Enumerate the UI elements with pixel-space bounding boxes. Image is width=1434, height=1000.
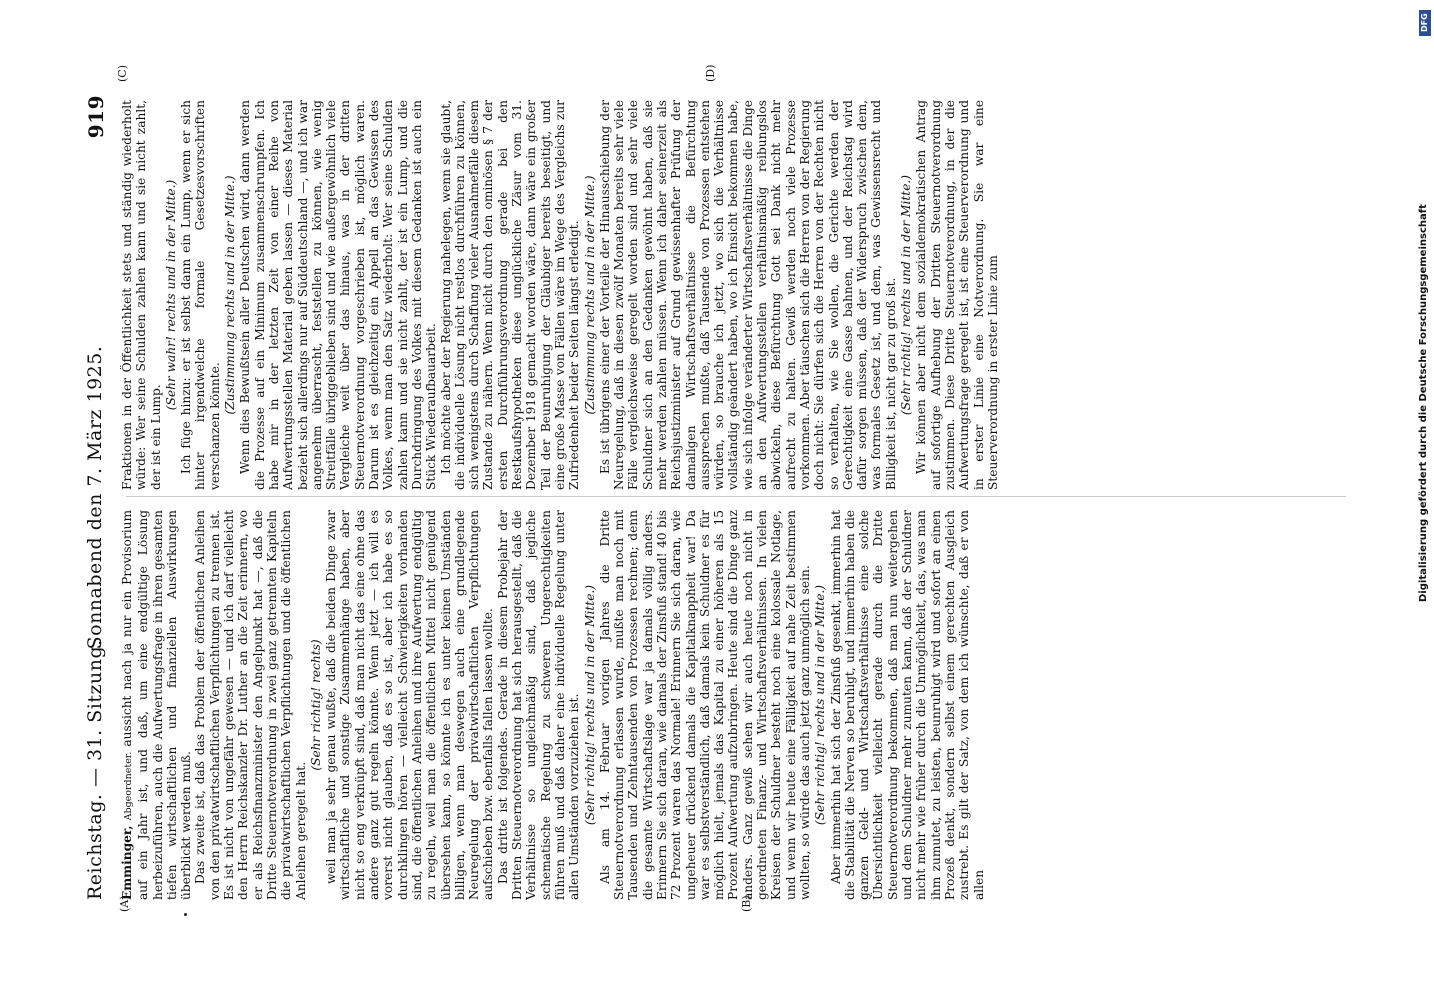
paragraph: Wir können aber nicht dem sozialdemokratischen Antrag auf sofortige Aufhebung der Dritten Steuernotverordnung zustimmen. Diese Dritte Steuernotverordnung, in der die Aufwertungsfrage geregelt ist, ist eine Steuerverordnung und in erster Linie eine Notverordnung. Sie war eine Steuerverordnung in erster Linie zum xyxy=(914,100,1000,490)
paragraph: Fraktionen in der Öffentlichkeit stets und ständig wiederholt würde: Wer seine Schulden zahlen kann und sie nicht zahlt, der ist ein Lump. xyxy=(120,100,163,490)
page-header xyxy=(84,95,114,900)
interjection: (Zustimmung rechts und in der Mitte.) xyxy=(223,175,238,415)
dfg-credit-strip xyxy=(1418,6,1432,996)
paragraph: Als am 14. Februar vorigen Jahres die Dritte Steuernotverordnung erlassen wurde, mußte man noch mit Tausenden und Zehntausenden von Prozessen rechnen; denn die gesamte Wirtschaftslage war ja damals völlig anders. Erinnern Sie sich daran, wie damals der Zinsfuß stand! 40 bis 72 Prozent waren das Normale! Erinnern Sie sich daran, wie ungeheuer drückend damals die Kapitalknappheit war! Da war es selbstverständlich, daß damals kein Schuldner es für möglich hielt, jemals das Kapital zu einer höheren als 15 Prozent Aufwertung aufzubringen. Heute sind die Dinge ganz anders. Ganz gewiß sehen wir auch heute noch nicht in geordneten Finanz- und Wirtschaftsverhältnissen. In vielen Kreisen der Schuldner besteht noch eine kolossale Notlage, und wenn wir heute eine Fälligkeit auf nahe Zeit bestimmen wollten, so würde das auch jetzt ganz unmöglich sein. xyxy=(597,510,812,900)
paragraph: Es ist übrigens einer der Vorteile der Hinausschiebung der Neuregelung, daß in diesen zwölf Monaten bereits sehr viele Fälle vergleichsweise geregelt worden sind und sehr viele Schuldner sich an den Gedanken gewöhnt haben, daß sie mehr werden zahlen müssen. Wenn ich daher seinerzeit als Reichsjustizminister auf Grund gewissenhafter Prüfung der damaligen Wirtschaftsverhältnisse die Befürchtung aussprechen mußte, daß Tausende von Prozessen entstehen würden, so brauche ich jetzt, wo sich die Verhältnisse vollständig geändert haben, wo ich Einsicht bekommen habe, wie sich infolge veränderter Wirtschaftsverhältnisse die Dinge an den Aufwertungsstellen verhältnismäßig reibungslos abwickeln, diese Befürchtung Gott sei Dank nicht mehr aufrecht zu halten. Gewiß werden noch viele Prozesse vorkommen. Aber täuschen sich die Herren von der Regierung doch nicht: Sie dürfen sich die Herren von der Rechten nicht so verhalten, wie Sie wollen, die Gerichte werden der Gerechtigkeit eine Gasse bahnen, und der Reichstag wird dafür sorgen müssen, daß der Widerspruch zwischen dem, was formales Gesetz ist, und dem, was Gewissensrecht und Billigkeit ist, nicht gar zu groß ist. xyxy=(597,100,898,490)
interjection: (Sehr richtig! rechts) xyxy=(308,639,323,771)
paragraph: Das zweite ist, daß das Problem der öffentlichen Anleihen von den privatwirtschaftlichen Verpflichtungen zu trennen ist. Es ist nicht von ungefähr gewesen — und ich darf vielleicht den Herrn Reichskanzler Dr. Luther an die Zeit erinnern, wo er als Reichsfinanzminister den Angelpunkt hat —, daß die Dritte Steuernotverordnung in zwei ganz getrennten Kapiteln die privatwirtschaftlichen Verpflichtungen und die öffentlichen Anleihen geregelt hat. xyxy=(193,510,308,900)
left-column xyxy=(120,510,1356,900)
interjection: (Sehr wahr! rechts und in der Mitte.) xyxy=(163,179,178,411)
paragraph: Das dritte ist folgendes. Gerade in diesem Probejahr der Dritten Steuernotverordnung hat sich herausgestellt, daß die Verhältnisse so ungleichmäßig sind, daß jegliche schematische Regelung zu schweren Ungerechtigkeiten führen muß und daß daher eine individuelle Regelung unter allen Umständen vorzuziehen ist. xyxy=(495,510,582,900)
header-session: Reichstag. — 31. Sitzung. xyxy=(84,639,106,900)
margin-mark-c: (C) xyxy=(116,65,129,82)
paragraph: Ich möchte aber der Regierung nahelegen, wenn sie glaubt, die individuelle Lösung nicht restlos durchführen zu können, sich wenigstens durch Schaffung vieler Ausnahmefälle diesem Zustande zu nähern. Wenn nicht durch den ominösen § 7 der ersten Durchführungsverordnung gerade bei den Restkaufshypotheken diese unglückliche Zäsur vom 31. Dezember 1918 gemacht worden wäre, dann wäre ein großer Teil der Beunruhigung der Gläubiger bereits beseitigt, und eine große Masse von Fällen wäre im Wege des Vergleichs zur Zufriedenheit beider Seiten längst erledigt. xyxy=(438,100,582,490)
paragraph: weil man ja sehr genau wußte, daß die beiden Dinge zwar wirtschaftliche und sonstige Zusammenhänge haben, aber nicht so eng verknüpft sind, daß man nicht das eine ohne das andere ganz gut regeln könnte. Wenn jetzt — ich will es vorerst nicht glauben, daß es so ist, aber ich habe es so durchklingen hören — vielleicht Schwierigkeiten vorhanden sind, die öffentlichen Anleihen und ihre Aufwertung endgültig zu regeln, weil man die öffentlichen Mittel nicht genügend übersehen kann, so könnte ich es unter keinen Umständen billigen, wenn man deswegen auch eine grundlegende Neuregelung der privatwirtschaftlichen Verpflichtungen aufschieben bzw. ebenfalls fallen lassen wollte. xyxy=(324,510,496,900)
interjection: (Sehr richtig! rechts und in der Mitte.) xyxy=(813,584,828,826)
margin-mark-b: (B) xyxy=(740,895,753,912)
column-divider xyxy=(126,496,1346,497)
paragraph: Wenn dies Bewußtsein aller Deutschen wird, dann werden die Prozesse auf ein Minimum zusammenschrumpfen. Ich habe mir in der letzten Zeit von einer Reihe von Aufwertungsstellen Material geben lassen — dieses Material bezieht sich allerdings nur auf Süddeutschland —, und ich war angenehm überrascht, feststellen zu können, wie wenig Streitfälle übriggeblieben sind und wie außergewöhnlich viele Vergleiche weit über das hinaus, was in der dritten Steuernotverordnung vorgeschrieben ist, möglich waren. Darum ist es gleichzeitig ein Appell an das Gewissen des Volkes, wenn man den Satz wiederholt: Wer seine Schulden zahlen kann und sie nicht zahlt, der ist ein Lump, und die Durchdringung des Volkes mit diesem Gedanken ist auch ein Stück Wiederaufbauarbeit. xyxy=(238,100,439,490)
header-date: Sonnabend den 7. März 1925. xyxy=(84,345,106,650)
speaker-paragraph xyxy=(120,510,193,900)
margin-mark-a: (A) xyxy=(118,895,131,912)
paragraph: Ich füge hinzu: er ist selbst dann ein Lump, wenn er sich hinter irgendwelche formale Gesetzesvorschriften verschanzen könnte. xyxy=(179,100,222,490)
speaker-role: Abgeordneter. xyxy=(123,746,134,826)
right-column xyxy=(120,100,1350,490)
paragraph: Aber immerhin hat sich der Zinsfuß gesenkt, immerhin hat die Stabilität die Nerven so beruhigt, und immerhin haben die ganzen Geld- und Wirtschaftsverhältnisse eine solche Übersichtlichkeit vielleicht gerade durch die Dritte Steuernotverordnung bekommen, daß man nun weitergehen und dem Schuldner mehr zumuten kann, daß der Schuldner nicht mehr wie früher durch die Unmöglichkeit, das, was man ihm zumutet, zu leisten, beunruhigt wird und sofort an einen Prozeß denkt, sondern selbst einem gerechten Ausgleich zustrebt. Es gilt der Satz, von dem ich wünschte, daß er von allen xyxy=(828,510,986,900)
dfg-credit-text: Digitalisierung gefördert durch die Deutsche Forschungsgemeinschaft xyxy=(1418,204,1429,602)
paragraph-text: aussicht nach ja nur ein Provisorium auf ein Jahr ist, und daß, um eine endgültige Lösung herbeizuführen, auch die Aufwertungsfrage in ihren gesamten tiefen wirtschaftlichen und finanziellen Auswirkungen überblickt werden muß. xyxy=(120,510,194,900)
interjection: (Sehr richtig! rechts und in der Mitte.) xyxy=(582,584,597,826)
interjection: (Sehr richtig! rechts und in der Mitte.) xyxy=(899,174,914,416)
ink-dot xyxy=(184,913,187,916)
speaker-name: Emminger, xyxy=(120,825,134,900)
interjection: (Zustimmung rechts und in der Mitte.) xyxy=(582,175,597,415)
dfg-logo: DFG xyxy=(1419,10,1431,36)
page-number: 919 xyxy=(84,95,108,139)
margin-mark-d: (D) xyxy=(704,64,717,82)
